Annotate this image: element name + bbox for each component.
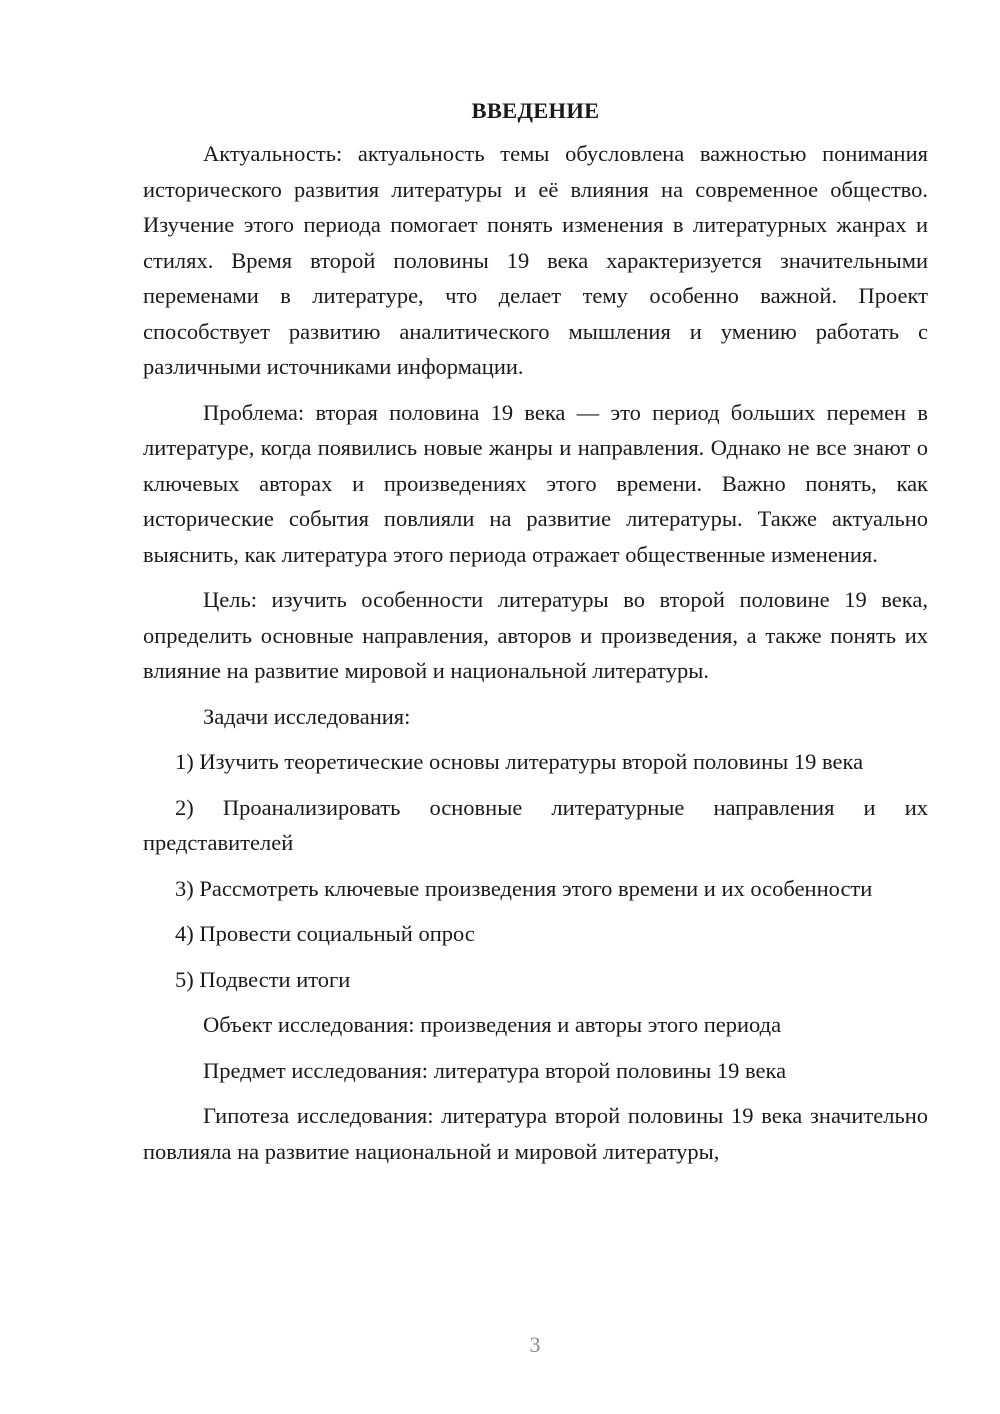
task-item-4: 4) Провести социальный опрос — [175, 921, 475, 946]
problem-paragraph: Проблема: вторая половина 19 века — это период больших перемен в литературе, когда появились новые жанры и направления. Однако не все знают о ключевых авторах и произведениях этого времени. Важно понять, как исторические события повлияли на развитие литературы. Также актуально выяснить, как литература этого периода отражает общественные изменения. — [143, 399, 928, 567]
object-paragraph: Объект исследования: произведения и авторы этого периода — [203, 1012, 782, 1037]
task-item-5: 5) Подвести итоги — [175, 966, 351, 992]
task-item-1: 1) Изучить теоретические основы литературы второй половины 19 века — [175, 749, 864, 774]
goal-paragraph: Цель: изучить особенности литературы во второй половине 19 века, определить основные направления, авторов и произведения, а также понять их влияние на развитие мировой и национальной литературы. — [143, 587, 928, 683]
subject-paragraph: Предмет исследования: литература второй половины 19 века — [203, 1057, 787, 1083]
relevance-paragraph: Актуальность: актуальность темы обусловлена важностью понимания исторического развития литературы и её влияния на современное общество. Изучение этого периода помогает понять изменения в литературных жанрах и стилях. Время второй половины 19 века характеризуется значительными переменами в литературе, что делает тему особенно важной. Проект способствует развитию аналитического мышления и умению работать с различными источниками информации. — [143, 141, 928, 379]
tasks-heading: Задачи исследования: — [203, 703, 411, 729]
hypothesis-paragraph: Гипотеза исследования: литература второй половины 19 века значительно повлияла на развитие национальной и мировой литературы, — [143, 1103, 928, 1164]
page-number: 3 — [529, 1332, 541, 1357]
page-title: ВВЕДЕНИЕ — [471, 98, 600, 123]
task-item-2: 2) Проанализировать основные литературные направления и их представителей — [143, 794, 928, 855]
task-item-3: 3) Рассмотреть ключевые произведения этого времени и их особенности — [175, 875, 873, 901]
page-content — [143, 96, 928, 1169]
